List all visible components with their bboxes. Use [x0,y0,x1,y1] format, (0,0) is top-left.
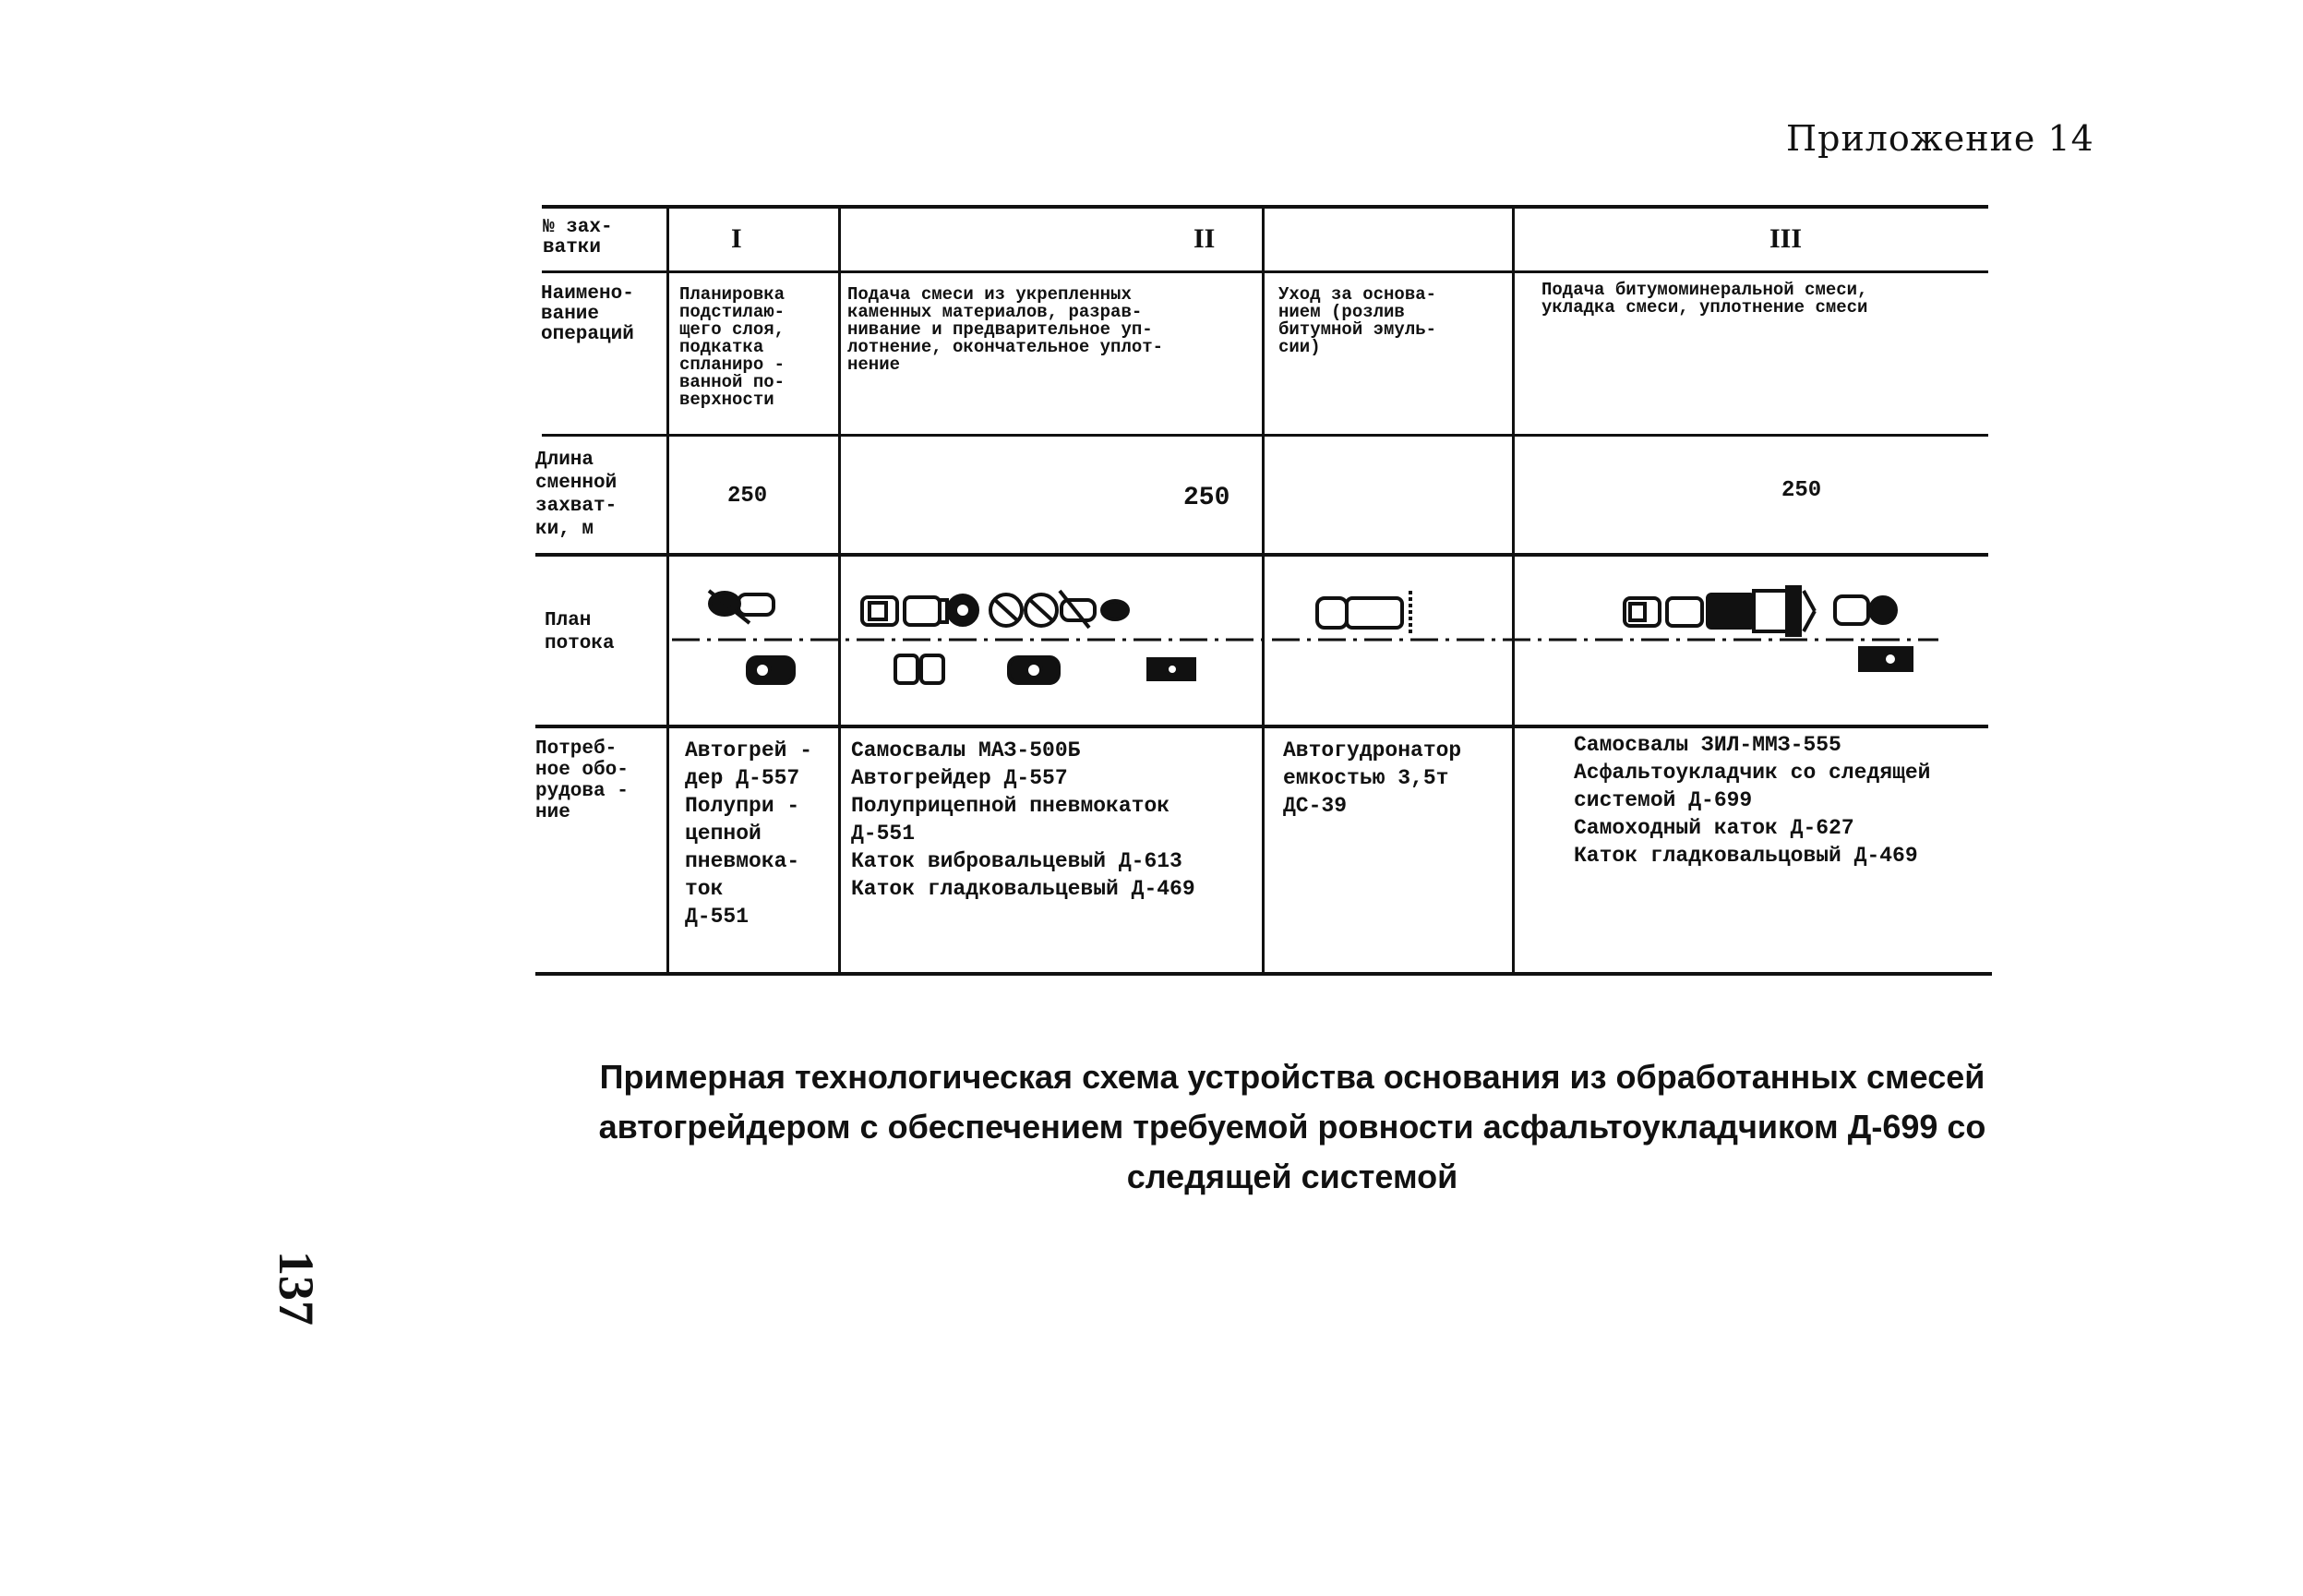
dump-truck-icon [905,597,947,625]
operation-col-2: Подача смеси из укрепленных каменных материалов, разрав- нивание и предварительное уп- лотнение, окончательное уплот- нение [847,284,1164,375]
asphalt-distributor-icon [1317,591,1410,635]
equipment-col-1: Автогрей - дер Д-557 Полупри - цепной пневмока- ток Д-551 [685,738,813,929]
smooth-roller-return-icon [1860,648,1912,670]
capture-number-3: III [1769,223,1803,254]
autograder-icon [1060,591,1128,628]
roller-return-icon [1148,659,1194,679]
caption-line-3: следящей системой [1126,1158,1458,1195]
length-col-4: 250 [1781,478,1822,503]
label-operation: Наимено- вание операций [541,283,634,345]
dump-truck-return-icon [895,655,943,683]
pneumatic-roller-icon [1009,657,1059,683]
capture-number-1: I [731,223,742,254]
length-col-1: 250 [727,484,768,509]
vibratory-roller-icon [948,595,978,625]
caption-line-2: автогрейдером с обеспечением требуемой ровности асфальтоукладчиком Д-699 со [598,1108,1986,1146]
pneumatic-roller-icon [748,657,794,683]
operation-col-4: Подача битумоминеральной смеси, укладка смеси, уплотнение смеси [1541,280,1868,318]
autograder-icon [709,591,774,623]
self-propelled-roller-icon [1835,596,1896,624]
equipment-col-3: Автогудронатор емкостью 3,5т ДС-39 [1283,738,1462,818]
dump-truck-icon [862,597,897,625]
label-equipment: Потреб- ное обо- рудова - ние [535,738,629,823]
equipment-col-4: Самосвалы ЗИЛ-ММЗ-555 Асфальтоукладчик со следящей системой Д-699 Самоходный каток Д-627 Каток гладковальцовый Д-469 [1574,733,1931,868]
dump-truck-icon [1625,598,1660,626]
capture-number-2: II [1193,223,1216,254]
caption-line-1: Примерная технологическая схема устройства основания из обработанных смесей [599,1058,1985,1096]
appendix-label: Приложение 14 [1786,118,2094,159]
operation-col-3: Уход за основа- нием (розлив битумной эмуль- сии) [1278,284,1437,357]
page-number: 137 [269,1251,324,1326]
label-length: Длина сменной захват- ки, м [535,450,618,540]
operation-col-1: Планировка подстилаю- щего слоя, подкатка спланиро - ванной по- верхности [679,284,786,410]
smooth-roller-icon [990,594,1057,626]
equipment-col-2: Самосвалы МАЗ-500Б Автогрейдер Д-557 Полуприцепной пневмокаток Д-551 Каток вибровальцевый Д-613 Каток гладковальцевый Д-469 [851,738,1195,901]
dump-truck-icon [1667,598,1702,626]
label-capture-no: № зах- ватки [543,217,613,258]
asphalt-paver-icon [1708,587,1815,635]
label-flow-plan: План потока [545,610,615,654]
figure-caption [535,1052,2049,1202]
length-col-2: 250 [1183,484,1230,512]
